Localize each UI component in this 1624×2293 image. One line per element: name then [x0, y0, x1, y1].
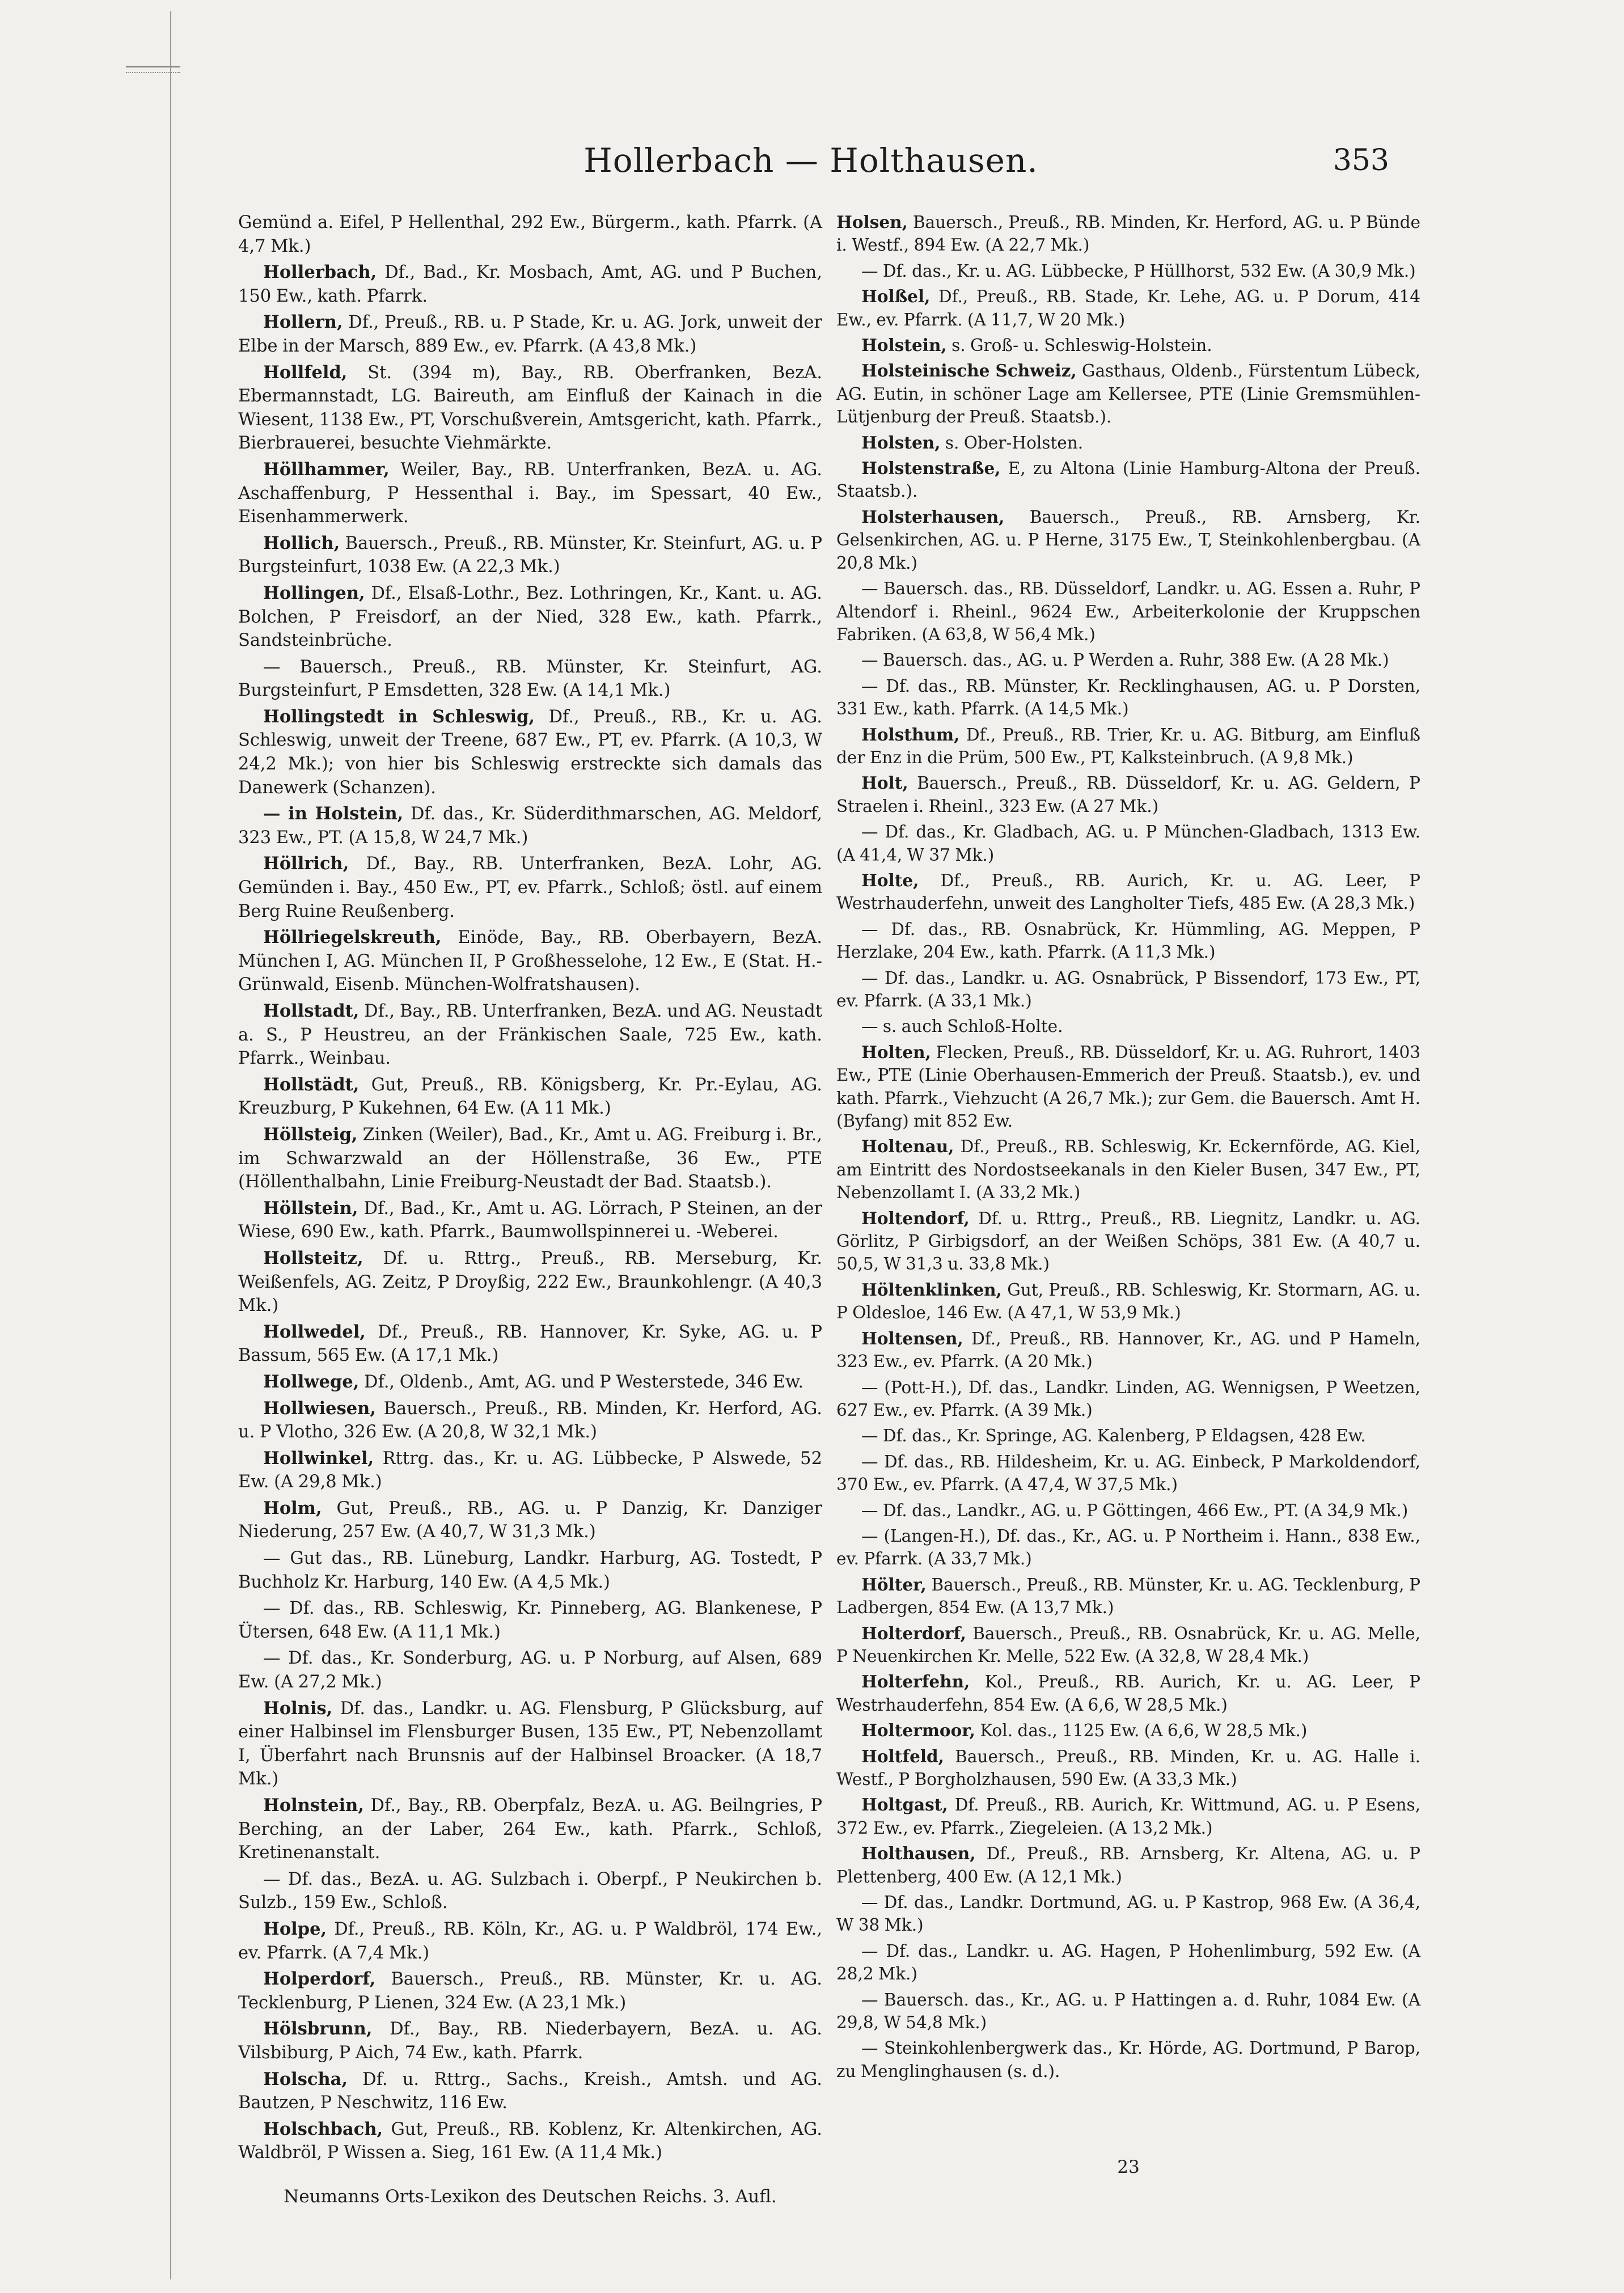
lexicon-entry [238, 852, 822, 923]
lexicon-entry [836, 577, 1420, 646]
entry-text: — Bauersch. das., AG. u. P Werden a. Ruhr, 388 Ew. (A 28 Mk.) [861, 650, 1389, 670]
entry-headword: Holterfehn, [861, 1672, 970, 1692]
entry-text: — Df. das., RB. Münster, Kr. Recklinghausen, AG. u. P Dorsten, 331 Ew., kath. Pfarrk. (A 14,5 Mk.) [836, 676, 1420, 719]
lexicon-entry [238, 926, 822, 997]
entry-headword: Holte, [861, 870, 919, 890]
lexicon-entry [238, 1918, 822, 1965]
entry-text: — Df. das., Landkr. u. AG. Hagen, P Hohenlimburg, 592 Ew. (A 28,2 Mk.) [836, 1941, 1420, 1984]
entry-text: Bauersch., Preuß., RB. Osnabrück, Kr. u. AG. Melle, P Neuenkirchen Kr. Melle, 522 Ew. (A 32,8, W 28,4 Mk.) [836, 1623, 1420, 1666]
entry-headword: Höllrich, [263, 853, 349, 874]
lexicon-entry [238, 2118, 822, 2165]
publication-footer: Neumanns Orts-Lexikon des Deutschen Reichs. 3. Aufl. [284, 2186, 777, 2207]
entry-text: Einöde, Bay., RB. Oberbayern, BezA. München I, AG. München II, P Großhesselohe, 12 Ew., E (Stat. H.-Grünwald, Eisenb. München-Wolfratshausen). [238, 928, 822, 995]
entry-text: Df., Elsaß-Lothr., Bez. Lothringen, Kr., Kant. u. AG. Bolchen, P Freisdorf, an der Nied, 328 Ew., kath. Pfarrk., Sandsteinbrüche. [238, 583, 822, 651]
entry-text: Df., Preuß., RB. Stade, Kr. Lehe, AG. u. P Dorum, 414 Ew., ev. Pfarrk. (A 11,7, W 20 Mk.) [836, 287, 1420, 329]
entry-text: — Gut das., RB. Lüneburg, Landkr. Harburg, AG. Tostedt, P Buchholz Kr. Harburg, 140 Ew. (A 4,5 Mk.) [238, 1549, 822, 1592]
entry-text: — Df. das., Kr. u. AG. Lübbecke, P Hüllhorst, 532 Ew. (A 30,9 Mk.) [861, 261, 1416, 281]
entry-text: — Df. das., Kr. Sonderburg, AG. u. P Norburg, auf Alsen, 689 Ew. (A 27,2 Mk.) [238, 1648, 822, 1693]
entry-headword: Hollfeld, [263, 362, 348, 383]
lexicon-entry [238, 532, 822, 579]
lexicon-entry [238, 1247, 822, 1318]
lexicon-entry [238, 1697, 822, 1791]
lexicon-entry [836, 1940, 1420, 1986]
entry-text: Df. Preuß., RB. Aurich, Kr. Wittmund, AG. u. P Esens, 372 Ew., ev. Pfarrk., Ziegeleien. (A 13,2 Mk.) [836, 1795, 1420, 1838]
lexicon-entry [238, 458, 822, 529]
entry-text: Gemünd a. Eifel, P Hellenthal, 292 Ew., Bürgerm., kath. Pfarrk. (A 4,7 Mk.) [238, 213, 822, 256]
entry-text: Gut, Preuß., RB. Koblenz, Kr. Altenkirchen, AG. Waldbröl, P Wissen a. Sieg, 161 Ew. (A 11,4 Mk.) [238, 2119, 822, 2163]
lexicon-entry [836, 1525, 1420, 1571]
entry-text: Df. das., Kr. Süderdithmarschen, AG. Meldorf, 323 Ew., PT. (A 15,8, W 24,7 Mk.) [238, 804, 822, 848]
entry-text: Df., Preuß., RB. u. P Stade, Kr. u. AG. Jork, unweit der Elbe in der Marsch, 889 Ew., ev. Pfarrk. (A 43,8 Mk.) [238, 312, 822, 356]
entry-headword: Holschbach, [263, 2118, 383, 2139]
lexicon-entry [836, 1499, 1420, 1522]
lexicon-entry [836, 334, 1420, 357]
entry-headword: Holsterhausen, [861, 506, 1005, 527]
entry-headword: Höllstein, [263, 1198, 358, 1219]
lexicon-entry [836, 1719, 1420, 1742]
entry-text: Flecken, Preuß., RB. Düsseldorf, Kr. u. AG. Ruhrort, 1403 Ew., PTE (Linie Oberhausen-Emmerich der Preuß. Staatsb.), ev. und kath. Pfarrk., Viehzucht (A 26,7 Mk.); zur Gem. die Bauersch. Amt H. (Byfang) mit 852 Ew. [836, 1042, 1420, 1131]
entry-text: — Df. das., Landkr. u. AG. Osnabrück, P Bissendorf, 173 Ew., PT, ev. Pfarrk. (A 33,1 Mk.) [836, 968, 1420, 1010]
lexicon-entry [238, 1597, 822, 1644]
entry-text: Kol., Preuß., RB. Aurich, Kr. u. AG. Leer, P Westrhauderfehn, 854 Ew. (A 6,6, W 28,5 Mk.) [836, 1672, 1420, 1715]
lexicon-entry [836, 649, 1420, 671]
entry-text: Gut, Preuß., RB. Schleswig, Kr. Stormarn, AG. u. P Oldesloe, 146 Ew. (A 47,1, W 53,9 Mk.) [836, 1280, 1420, 1323]
entry-headword: Holsteinische Schweiz, [861, 361, 1077, 381]
lexicon-entry [836, 260, 1420, 282]
entry-text: — Bauersch. das., RB. Düsseldorf, Landkr. u. AG. Essen a. Ruhr, P Altendorf i. Rheinl., 9624 Ew., Arbeiterkolonie der Kruppschen Fabriken. (A 63,8, W 56,4 Mk.) [836, 579, 1420, 644]
entry-text: Zinken (Weiler), Bad., Kr., Amt u. AG. Freiburg i. Br., im Schwarzwald an der Höllenstraße, 36 Ew., PTE (Höllenthalbahn, Linie Freiburg-Neustadt der Bad. Staatsb.). [238, 1124, 822, 1192]
entry-headword: Holsen, [836, 212, 908, 232]
entry-headword: Holpe, [263, 1918, 327, 1939]
lexicon-entry [836, 1207, 1420, 1276]
entry-text: Df. das., Landkr. u. AG. Flensburg, P Glücksburg, auf einer Halbinsel im Flensburger Busen, 135 Ew., PT, Nebenzollamt I, Überfahrt nach Brunsnis auf der Halbinsel Broacker. (A 18,7 Mk.) [238, 1698, 822, 1789]
entry-headword: Hollich, [263, 532, 340, 553]
entry-text: Bauersch., Preuß., RB. Arnsberg, Kr. Gelsenkirchen, AG. u. P Herne, 3175 Ew., T, Steinkohlenbergbau. (A 20,8 Mk.) [836, 507, 1420, 573]
lexicon-entry [836, 675, 1420, 721]
lexicon-entry [836, 869, 1420, 915]
lexicon-entry [238, 1547, 822, 1594]
entry-headword: Höltenklinken, [861, 1279, 1002, 1300]
entry-headword: Hollerbach, [263, 262, 377, 283]
lexicon-entry [836, 1622, 1420, 1668]
entry-headword: Holscha, [263, 2068, 348, 2089]
entry-text: Gut, Preuß., RB., AG. u. P Danzig, Kr. Danziger Niederung, 257 Ew. (A 40,7, W 31,3 Mk.) [238, 1498, 822, 1542]
lexicon-entry [238, 655, 822, 703]
signature-mark: 23 [1117, 2157, 1140, 2177]
lexicon-entry [238, 311, 822, 358]
lexicon-entry [836, 1450, 1420, 1496]
entry-text: s. Ober-Holsten. [940, 433, 1084, 452]
lexicon-entry [836, 1279, 1420, 1325]
binding-edge-line [170, 11, 171, 2279]
lexicon-entry [836, 285, 1420, 331]
lexicon-entry [238, 582, 822, 653]
binding-mark [126, 66, 180, 73]
lexicon-entry [238, 211, 822, 258]
entry-headword: Höllriegelskreuth, [263, 927, 442, 948]
entry-headword: Hollsteitz, [263, 1247, 363, 1268]
entry-text: — Df. das., Landkr., AG. u. P Göttingen, 466 Ew., PT. (A 34,9 Mk.) [861, 1500, 1409, 1520]
lexicon-entry [238, 1321, 822, 1368]
entry-text: Bauersch., Preuß., RB. Münster, Kr. u. AG. Tecklenburg, P Lienen, 324 Ew. (A 23,1 Mk.) [238, 1969, 822, 2013]
lexicon-entry [836, 820, 1420, 866]
entry-headword: Hollern, [263, 312, 343, 333]
lexicon-entry [238, 1968, 822, 2015]
entry-text: — Df. das., RB. Schleswig, Kr. Pinneberg, AG. Blankenese, P Ütersen, 648 Ew. (A 11,1 Mk.) [238, 1598, 822, 1642]
lexicon-entry [836, 431, 1420, 454]
right-column [836, 211, 1420, 2085]
entry-text: — s. auch Schloß-Holte. [861, 1017, 1063, 1036]
entry-text: — Df. das., Kr. Springe, AG. Kalenberg, P Eldagsen, 428 Ew. [861, 1426, 1366, 1446]
entry-text: Df., Oldenb., Amt, AG. und P Westerstede, 346 Ew. [359, 1372, 804, 1392]
entry-text: Df., Bay., RB. Oberpfalz, BezA. u. AG. Beilngries, P Berching, an der Laber, 264 Ew., kath. Pfarrk., Schloß, Kretinenanstalt. [238, 1796, 822, 1863]
entry-headword: Hollingstedt in Schleswig, [263, 706, 535, 727]
lexicon-entry [836, 1573, 1420, 1619]
entry-headword: Holm, [263, 1497, 322, 1518]
lexicon-entry [836, 772, 1420, 818]
entry-text: — Df. das., Landkr. Dortmund, AG. u. P Kastrop, 968 Ew. (A 36,4, W 38 Mk.) [836, 1893, 1420, 1935]
entry-text: — Df. das., RB. Osnabrück, Kr. Hümmling, AG. Meppen, P Herzlake, 204 Ew., kath. Pfarrk. (A 11,3 Mk.) [836, 919, 1420, 962]
entry-headword: Höllhammer, [263, 459, 390, 480]
entry-headword: Holthausen, [861, 1843, 976, 1864]
entry-text: — (Pott-H.), Df. das., Landkr. Linden, AG. Wennigsen, P Weetzen, 627 Ew., ev. Pfarrk. (A 39 Mk.) [836, 1377, 1420, 1420]
entry-headword: Hollwiesen, [263, 1398, 376, 1419]
entry-text: Rttrg. das., Kr. u. AG. Lübbecke, P Alswede, 52 Ew. (A 29,8 Mk.) [238, 1448, 822, 1492]
lexicon-entry [836, 967, 1420, 1013]
entry-text: — Steinkohlenbergwerk das., Kr. Hörde, AG. Dortmund, P Barop, zu Menglinghausen (s. d.). [836, 2038, 1420, 2081]
lexicon-entry [836, 211, 1420, 257]
entry-text: Df., Bay., RB. Unterfranken, BezA. und AG. Neustadt a. S., P Heustreu, an der Fränkischen Saale, 725 Ew., kath. Pfarrk., Weinbau. [238, 1001, 822, 1069]
entry-text: Df., Preuß., RB. Hannover, Kr., AG. und P Hameln, 323 Ew., ev. Pfarrk. (A 20 Mk.) [836, 1329, 1420, 1372]
entry-text: Gut, Preuß., RB. Königsberg, Kr. Pr.-Eylau, AG. Kreuzburg, P Kukehnen, 64 Ew. (A 11 Mk.) [238, 1074, 822, 1119]
entry-text: — Df. das., Kr. Gladbach, AG. u. P München-Gladbach, 1313 Ew. (A 41,4, W 37 Mk.) [836, 822, 1420, 865]
lexicon-entry [836, 1135, 1420, 1204]
lexicon-entry [836, 1041, 1420, 1133]
entry-text: Df. u. Rttrg., Preuß., RB. Liegnitz, Landkr. u. AG. Görlitz, P Girbigsdorf, an der Weißen Schöps, 381 Ew. (A 40,7 u. 50,5, W 31,3 u. 33,8 Mk.) [836, 1208, 1420, 1274]
entry-headword: Hölter, [861, 1574, 927, 1594]
entry-headword: Holnis, [263, 1698, 333, 1719]
lexicon-entry [238, 2017, 822, 2064]
entry-headword: Hollwedel, [263, 1321, 366, 1342]
entry-text: Df. u. Rttrg., Sachs., Kreish., Amtsh. und AG. Bautzen, P Neschwitz, 116 Ew. [238, 2069, 822, 2113]
lexicon-entry [238, 2068, 822, 2115]
entry-headword: Holtermoor, [861, 1720, 975, 1741]
lexicon-entry [836, 506, 1420, 574]
lexicon-entry [836, 1793, 1420, 1839]
entry-text: Df., Preuß., RB. Arnsberg, Kr. Altena, AG. u. P Plettenberg, 400 Ew. (A 12,1 Mk.) [836, 1844, 1420, 1886]
lexicon-entry [238, 1000, 822, 1071]
entry-text: — (Langen-H.), Df. das., Kr., AG. u. P Northeim i. Hann., 838 Ew., ev. Pfarrk. (A 33,7 Mk.) [836, 1526, 1420, 1569]
entry-text: Bauersch., Preuß., RB. Münster, Kr. u. AG. Tecklenburg, P Ladbergen, 854 Ew. (A 13,7 Mk.) [836, 1575, 1420, 1618]
entry-headword: Hollwinkel, [263, 1448, 374, 1469]
entry-text: Df., Preuß., RB. Aurich, Kr. u. AG. Leer, P Westrhauderfehn, unweit des Langholter Tiefs, 485 Ew. (A 28,3 Mk.) [836, 870, 1420, 913]
entry-headword: Holten, [861, 1042, 931, 1062]
entry-text: Df., Preuß., RB. Hannover, Kr. Syke, AG. u. P Bassum, 565 Ew. (A 17,1 Mk.) [238, 1322, 822, 1366]
lexicon-entry [238, 1073, 822, 1120]
entry-headword: Holstenstraße, [861, 458, 1001, 479]
lexicon-entry [238, 1497, 822, 1544]
entry-text: Bauersch., Preuß., RB. Minden, Kr. u. AG. Halle i. Westf., P Borgholzhausen, 590 Ew. (A 33,3 Mk.) [836, 1746, 1420, 1789]
entry-text: E, zu Altona (Linie Hamburg-Altona der Preuß. Staatsb.). [836, 459, 1420, 501]
entry-text: Df. u. Rttrg., Preuß., RB. Merseburg, Kr. Weißenfels, AG. Zeitz, P Droyßig, 222 Ew., Braunkohlengr. (A 40,3 Mk.) [238, 1248, 822, 1316]
lexicon-entry [836, 1989, 1420, 2034]
entry-text: Bauersch., Preuß., RB. Minden, Kr. Herford, AG. u. P Bünde i. Westf., 894 Ew. (A 22,7 Mk.) [836, 213, 1420, 255]
page-number: 353 [1333, 143, 1389, 177]
entry-text: Df., Bay., RB. Niederbayern, BezA. u. AG. Vilsbiburg, P Aich, 74 Ew., kath. Pfarrk. [238, 2019, 822, 2063]
lexicon-entry [836, 457, 1420, 503]
entry-text: Bauersch., Preuß., RB. Düsseldorf, Kr. u. AG. Geldern, P Straelen i. Rheinl., 323 Ew. (A 27 Mk.) [836, 773, 1420, 816]
entry-headword: Holterdorf, [861, 1623, 966, 1643]
entry-headword: Holsten, [861, 432, 941, 452]
entry-text: Df., Preuß., RB. Schleswig, Kr. Eckernförde, AG. Kiel, am Eintritt des Nordostseekanals in den Kieler Busen, 347 Ew., PT, Nebenzollamt I. (A 33,2 Mk.) [836, 1137, 1420, 1203]
entry-text: Weiler, Bay., RB. Unterfranken, BezA. u. AG. Aschaffenburg, P Hessenthal i. Bay., im Spessart, 40 Ew., Eisenhammerwerk. [238, 459, 822, 527]
page-header [238, 135, 1389, 186]
running-title: Hollerbach — Holthausen. [583, 141, 1038, 180]
entry-headword: Hollwege, [263, 1371, 360, 1392]
lexicon-entry [836, 1424, 1420, 1447]
entry-headword: Holstein, [861, 335, 947, 356]
entry-headword: Holtensen, [861, 1328, 963, 1348]
lexicon-entry [238, 1370, 822, 1394]
entry-text: Df., Bad., Kr. Mosbach, Amt, AG. und P Buchen, 150 Ew., kath. Pfarrk. [238, 263, 822, 306]
entry-headword: Hollingen, [263, 582, 365, 603]
entry-text: — Bauersch. das., Kr., AG. u. P Hattingen a. d. Ruhr, 1084 Ew. (A 29,8, W 54,8 Mk.) [836, 1990, 1420, 2033]
entry-headword: Holtfeld, [861, 1746, 944, 1766]
lexicon-entry [836, 2037, 1420, 2083]
lexicon-entry [836, 1670, 1420, 1716]
lexicon-entry [238, 1197, 822, 1244]
entry-text: Bauersch., Preuß., RB. Minden, Kr. Herford, AG. u. P Vlotho, 326 Ew. (A 20,8, W 32,1 Mk.) [238, 1398, 822, 1442]
entry-headword: Hollstädt, [263, 1074, 360, 1095]
entry-headword: Holsthum, [861, 724, 960, 744]
entry-headword: Holt, [861, 773, 908, 793]
lexicon-entry [836, 918, 1420, 964]
lexicon-entry [238, 802, 822, 849]
entry-headword: Holtgast, [861, 1795, 948, 1815]
entry-text: Df., Bay., RB. Unterfranken, BezA. Lohr, AG. Gemünden i. Bay., 450 Ew., PT, ev. Pfarrk., Schloß; östl. auf einem Berg Ruine Reußenberg. [238, 854, 822, 921]
lexicon-entry [238, 261, 822, 308]
lexicon-entry [238, 1868, 822, 1915]
lexicon-entry [238, 1123, 822, 1194]
lexicon-entry [238, 1647, 822, 1694]
lexicon-entry [238, 1447, 822, 1494]
lexicon-entry [836, 1015, 1420, 1038]
entry-text: Df., Preuß., RB., Kr. u. AG. Schleswig, unweit der Treene, 687 Ew., PT, ev. Pfarrk. (A 10,3, W 24,2 Mk.); von hier bis Schleswig erstreckte sich damals das Danewerk (Schanzen). [238, 706, 822, 798]
entry-text: Df., Preuß., RB. Trier, Kr. u. AG. Bitburg, am Einfluß der Enz in die Prüm, 500 Ew., PT, Kalksteinbruch. (A 9,8 Mk.) [836, 725, 1420, 767]
entry-text: — Df. das., BezA. u. AG. Sulzbach i. Oberpf., P Neukirchen b. Sulzb., 159 Ew., Schloß. [238, 1869, 822, 1913]
lexicon-entry [836, 724, 1420, 769]
lexicon-entry [836, 1842, 1420, 1888]
entry-headword: Holperdorf, [263, 1969, 376, 1990]
entry-headword: Hölsbrunn, [263, 2019, 373, 2040]
entry-text: Df., Preuß., RB. Köln, Kr., AG. u. P Waldbröl, 174 Ew., ev. Pfarrk. (A 7,4 Mk.) [238, 1919, 822, 1963]
lexicon-entry [836, 359, 1420, 428]
entry-text: s. Groß- u. Schleswig-Holstein. [946, 336, 1212, 356]
lexicon-entry [238, 705, 822, 799]
entry-text: St. (394 m), Bay., RB. Oberfranken, BezA. Ebermannstadt, LG. Baireuth, am Einfluß der Kainach in die Wiesent, 1138 Ew., PT, Vorschußverein, Amtsgericht, kath. Pfarrk., Bierbrauerei, besuchte Viehmärkte. [238, 362, 822, 454]
lexicon-entry [238, 1397, 822, 1444]
entry-text: Df., Bad., Kr., Amt u. AG. Lörrach, P Steinen, an der Wiese, 690 Ew., kath. Pfarrk., Baumwollspinnerei u. -Weberei. [238, 1198, 822, 1242]
entry-headword: Holnstein, [263, 1795, 364, 1816]
entry-headword: Hollstadt, [263, 1001, 360, 1021]
lexicon-entry [836, 1745, 1420, 1791]
entry-headword: Holtenau, [861, 1136, 954, 1157]
entry-text: Bauersch., Preuß., RB. Münster, Kr. Steinfurt, AG. u. P Burgsteinfurt, 1038 Ew. (A 22,3 Mk.) [238, 533, 822, 577]
lexicon-entry [238, 361, 822, 455]
lexicon-entry [836, 1891, 1420, 1937]
lexicon-entry [836, 1327, 1420, 1373]
left-column [238, 211, 822, 2168]
entry-text: Gasthaus, Oldenb., Fürstentum Lübeck, AG. Eutin, in schöner Lage am Kellersee, PTE (Linie Gremsmühlen-Lütjenburg der Preuß. Staatsb.). [836, 361, 1420, 427]
entry-text: — Df. das., RB. Hildesheim, Kr. u. AG. Einbeck, P Markoldendorf, 370 Ew., ev. Pfarrk. (A 47,4, W 37,5 Mk.) [836, 1452, 1420, 1495]
entry-text: — Bauersch., Preuß., RB. Münster, Kr. Steinfurt, AG. Burgsteinfurt, P Emsdetten, 328 Ew. (A 14,1 Mk.) [238, 657, 822, 701]
entry-headword: Holßel, [861, 286, 931, 307]
entry-headword: Höllsteig, [263, 1124, 358, 1145]
entry-headword: — in Holstein, [263, 803, 404, 824]
entry-headword: Holtendorf, [861, 1208, 970, 1228]
lexicon-entry [238, 1794, 822, 1865]
lexicon-entry [836, 1376, 1420, 1422]
entry-text: Kol. das., 1125 Ew. (A 6,6, W 28,5 Mk.) [975, 1721, 1308, 1741]
